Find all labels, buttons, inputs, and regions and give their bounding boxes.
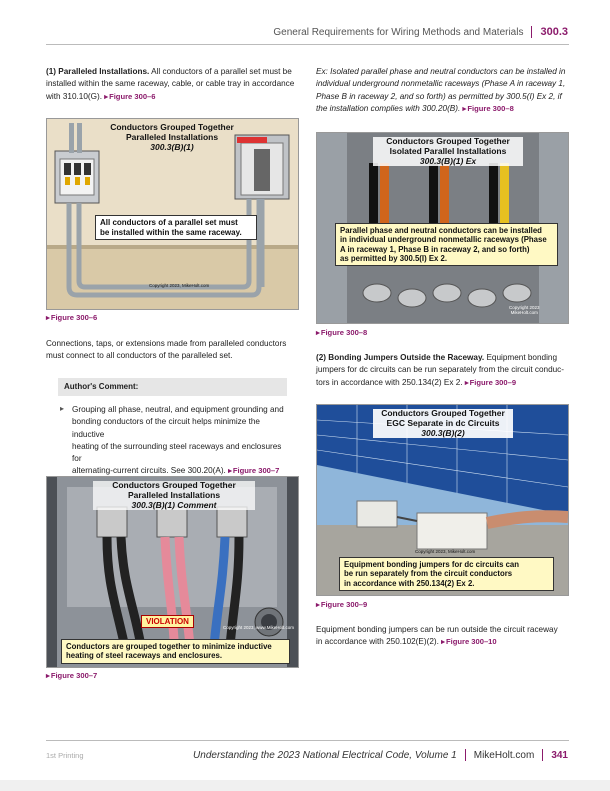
bullet-arrow-icon: ▸ — [60, 404, 65, 413]
callout-line: Parallel phase and neutral conductors can be installed — [340, 226, 542, 235]
text-line: Connections, taps, or extensions made from paralleled conductors — [46, 339, 287, 348]
text-line: the installation complies with 300.20(B). — [316, 103, 463, 113]
figure-title-line: Paralleled Installations — [125, 131, 219, 142]
figure-300-7-callout — [61, 639, 290, 664]
text-line: installed within the same raceway, cable, or cable tray in accordance — [46, 79, 295, 89]
figure-title-code: 300.3(B)(1) Comment — [131, 499, 217, 510]
figure-300-9 — [316, 404, 569, 596]
figure-link[interactable]: ▸ Figure 300–9 — [465, 378, 516, 387]
figure-300-8-caption: ▸ Figure 300–8 — [316, 328, 367, 337]
text-line: Equipment bonding — [484, 353, 558, 362]
printing-note: 1st Printing — [46, 751, 84, 760]
figure-300-7-copyright: Copyright 2023, www.MikeHolt.com — [223, 625, 295, 630]
figure-300-8-callout — [335, 223, 558, 266]
callout-line: heating of steel raceways and enclosures. — [66, 651, 222, 661]
violation-label: VIOLATION — [141, 615, 194, 628]
text-line: alternating-current circuits. See 300.20(A). — [72, 466, 229, 476]
footer-rule — [46, 740, 569, 741]
callout-line: in individual underground nonmetallic raceways (Phase — [340, 235, 547, 245]
bonding-jumpers-paragraph — [316, 352, 572, 389]
paralleled-installations-paragraph — [46, 66, 302, 103]
figure-300-8-title — [373, 137, 523, 166]
figure-link[interactable]: ▸ Figure 300–10 — [441, 637, 496, 646]
figure-300-7-title — [93, 481, 255, 510]
figure-title-line: EGC Separate in dc Circuits — [386, 417, 500, 428]
text-line: individual underground nonmetallic raceways (Phase A in raceway 1, — [316, 79, 566, 89]
authors-comment-heading: Author's Comment: — [58, 378, 287, 396]
callout-line: be run separately from the circuit conductors — [344, 569, 513, 579]
authors-comment-text — [72, 404, 288, 478]
figure-300-6-title — [97, 123, 247, 152]
footer-book-title: Understanding the 2023 National Electrical Code, Volume 1 — [193, 749, 457, 761]
figure-300-6-caption: ▸ Figure 300–6 — [46, 313, 97, 322]
text-line: All conductors of a parallel set must be — [149, 67, 292, 76]
text-line: bonding conductors of the circuit helps minimize the inductive — [72, 417, 260, 439]
figure-300-9-copyright: Copyright 2023, MikeHolt.com — [415, 549, 476, 554]
figure-title-line: Conductors Grouped Together — [386, 136, 510, 146]
header-section-title: General Requirements for Wiring Methods and Materials — [273, 26, 524, 38]
figure-300-6-copyright: Copyright 2023, MikeHolt.com — [149, 283, 210, 288]
figure-title-line: Paralleled Installations — [127, 489, 221, 500]
text-line: heating of the surrounding steel raceways and enclosures for — [72, 441, 282, 464]
copyright-line: MikeHolt.com — [510, 310, 538, 315]
header-section-number: 300.3 — [540, 26, 568, 38]
connections-paragraph — [46, 338, 302, 363]
text-line: jumpers for dc circuits can be run separately from the circuit conduc- — [316, 365, 564, 375]
figure-link[interactable]: ▸ Figure 300–6 — [104, 92, 155, 101]
figure-300-9-caption: ▸ Figure 300–9 — [316, 600, 367, 609]
figure-title-line: Conductors Grouped Together — [381, 408, 505, 418]
figure-300-6 — [46, 118, 299, 310]
callout-line: be installed within the same raceway. — [100, 227, 242, 237]
running-header — [273, 26, 568, 38]
equipment-bonding-paragraph — [316, 624, 572, 649]
footer-divider — [465, 749, 466, 761]
text-line: Grouping all phase, neutral, and equipment grounding and — [72, 405, 284, 414]
header-divider — [531, 26, 532, 38]
figure-title-line: Conductors Grouped Together — [112, 480, 236, 490]
figure-300-9-title — [373, 409, 513, 438]
callout-line: All conductors of a parallel set must — [100, 218, 238, 227]
figure-title-code: 300.3(B)(1) Ex — [419, 155, 477, 166]
figure-title-code: 300.3(B)(2) — [421, 427, 465, 438]
text-line: Equipment bonding jumpers can be run outside the circuit raceway — [316, 625, 558, 634]
figure-title-line: Isolated Parallel Installations — [389, 145, 507, 156]
callout-line: in accordance with 250.134(2) Ex 2. — [344, 578, 475, 588]
figure-300-7 — [46, 476, 299, 668]
callout-line: as permitted by 300.5(I) Ex 2. — [340, 254, 448, 264]
text-line: Phase B in raceway 2, and so forth) as permitted by 300.5(I) Ex 2, if — [316, 91, 562, 101]
figure-300-8 — [316, 132, 569, 324]
header-rule — [46, 44, 569, 45]
figure-300-6-callout — [95, 215, 257, 240]
text-line: tors in accordance with 250.134(2) Ex 2. — [316, 377, 465, 387]
footer-divider — [542, 749, 543, 761]
text-line: in accordance with 250.102(E)(2). — [316, 637, 442, 647]
text-line: must connect to all conductors of the paralleled set. — [46, 351, 233, 361]
callout-line: A in raceway 1, Phase B in raceway 2, and so forth) — [340, 244, 530, 254]
page-number: 341 — [551, 749, 568, 761]
callout-line: Conductors are grouped together to minimize inductive — [66, 642, 272, 651]
copyright-line: Copyright 2023 — [509, 305, 540, 310]
paragraph-heading: (2) Bonding Jumpers Outside the Raceway. — [316, 353, 485, 362]
figure-title-line: Conductors Grouped Together — [110, 122, 234, 132]
figure-link[interactable]: ▸ Figure 300–8 — [463, 104, 514, 113]
running-footer — [193, 749, 568, 761]
paragraph-heading: (1) Paralleled Installations. — [46, 67, 150, 76]
figure-link[interactable]: ▸ Figure 300–7 — [228, 466, 279, 475]
text-line: Ex: Isolated parallel phase and neutral conductors can be installed in — [316, 67, 566, 76]
callout-line: Equipment bonding jumpers for dc circuits can — [344, 560, 520, 569]
footer-site: MikeHolt.com — [473, 749, 535, 761]
figure-title-code: 300.3(B)(1) — [150, 141, 194, 152]
exception-paragraph — [316, 66, 572, 115]
figure-300-8-copyright — [509, 305, 540, 315]
figure-300-9-callout — [339, 557, 554, 591]
figure-300-7-caption: ▸ Figure 300–7 — [46, 671, 97, 680]
text-line: with 310.10(G). — [46, 91, 105, 101]
